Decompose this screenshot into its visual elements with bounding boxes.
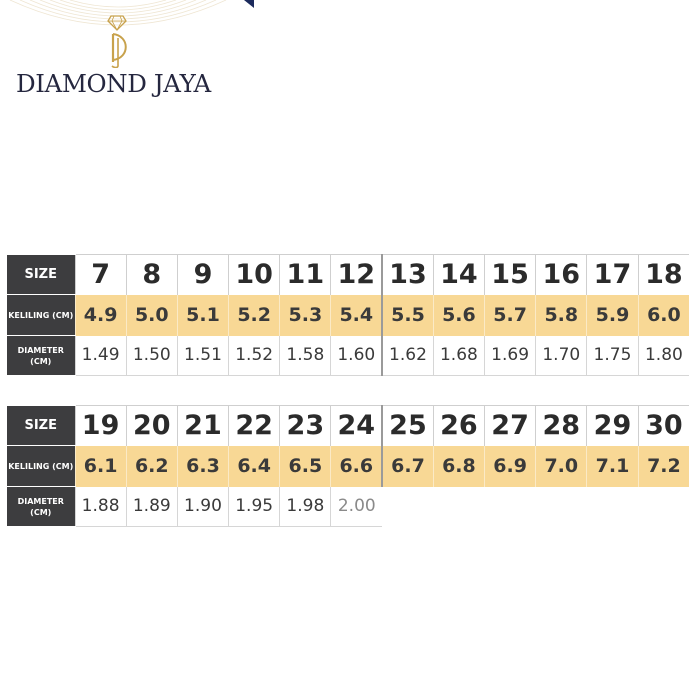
diameter-cell: 1.89 <box>126 487 177 527</box>
size-cell: 19 <box>75 406 126 446</box>
diameter-cell: 1.95 <box>229 487 280 527</box>
keliling-cell: 5.5 <box>382 295 433 336</box>
empty-cell <box>536 487 587 527</box>
diameter-cell: 1.90 <box>177 487 228 527</box>
diameter-cell: 1.68 <box>433 336 484 376</box>
diamond-monogram-icon <box>104 12 130 68</box>
size-cell: 7 <box>75 255 126 295</box>
diameter-cell: 1.52 <box>229 336 280 376</box>
diameter-row <box>7 487 689 527</box>
diameter-cell: 1.69 <box>485 336 536 376</box>
brand-name: DIAMOND JAYA <box>16 69 211 98</box>
empty-cell <box>587 487 638 527</box>
keliling-cell: 5.6 <box>433 295 484 336</box>
diameter-cell: 1.75 <box>587 336 638 376</box>
empty-cell <box>485 487 536 527</box>
ring-size-table-1 <box>7 254 689 376</box>
size-cell: 29 <box>587 406 638 446</box>
corner-accent-shape <box>244 0 254 8</box>
size-row <box>7 255 689 295</box>
keliling-cell: 6.6 <box>331 446 382 487</box>
ring-size-table-2 <box>7 405 689 527</box>
size-cell: 23 <box>280 406 331 446</box>
keliling-cell: 5.4 <box>331 295 382 336</box>
empty-cell <box>382 487 433 527</box>
empty-cell <box>433 487 484 527</box>
size-cell: 10 <box>229 255 280 295</box>
size-cell: 8 <box>126 255 177 295</box>
keliling-cell: 5.7 <box>485 295 536 336</box>
keliling-cell: 6.0 <box>638 295 689 336</box>
size-cell: 18 <box>638 255 689 295</box>
diameter-cell: 1.49 <box>75 336 126 376</box>
size-cell: 14 <box>433 255 484 295</box>
size-cell: 25 <box>382 406 433 446</box>
keliling-row-header: KELILING (CM) <box>7 446 75 487</box>
size-row-header: SIZE <box>7 255 75 295</box>
diameter-cell: 1.80 <box>638 336 689 376</box>
size-cell: 24 <box>331 406 382 446</box>
diameter-cell: 1.70 <box>536 336 587 376</box>
size-cell: 9 <box>177 255 228 295</box>
keliling-cell: 6.2 <box>126 446 177 487</box>
keliling-cell: 5.8 <box>536 295 587 336</box>
diameter-row-header: DIAMETER (CM) <box>7 487 75 527</box>
keliling-cell: 5.9 <box>587 295 638 336</box>
keliling-cell: 7.2 <box>638 446 689 487</box>
size-cell: 15 <box>485 255 536 295</box>
size-cell: 22 <box>229 406 280 446</box>
keliling-cell: 6.4 <box>229 446 280 487</box>
diameter-cell: 1.51 <box>177 336 228 376</box>
size-cell: 26 <box>433 406 484 446</box>
size-cell: 13 <box>382 255 433 295</box>
diameter-cell: 1.60 <box>331 336 382 376</box>
size-cell: 21 <box>177 406 228 446</box>
keliling-row-header: KELILING (CM) <box>7 295 75 336</box>
keliling-cell: 6.1 <box>75 446 126 487</box>
diameter-cell: 1.98 <box>280 487 331 527</box>
size-cell: 12 <box>331 255 382 295</box>
diameter-cell: 1.50 <box>126 336 177 376</box>
keliling-cell: 5.0 <box>126 295 177 336</box>
keliling-cell: 5.1 <box>177 295 228 336</box>
size-cell: 11 <box>280 255 331 295</box>
keliling-cell: 6.3 <box>177 446 228 487</box>
keliling-cell: 7.0 <box>536 446 587 487</box>
diameter-cell: 1.62 <box>382 336 433 376</box>
size-cell: 30 <box>638 406 689 446</box>
keliling-cell: 5.3 <box>280 295 331 336</box>
size-cell: 20 <box>126 406 177 446</box>
keliling-cell: 6.7 <box>382 446 433 487</box>
diameter-row <box>7 336 689 376</box>
size-cell: 16 <box>536 255 587 295</box>
size-row <box>7 406 689 446</box>
keliling-cell: 6.8 <box>433 446 484 487</box>
logo-background-pattern <box>0 0 260 58</box>
keliling-cell: 6.5 <box>280 446 331 487</box>
keliling-row <box>7 446 689 487</box>
diameter-cell: 2.00 <box>331 487 382 527</box>
diameter-cell: 1.58 <box>280 336 331 376</box>
keliling-cell: 6.9 <box>485 446 536 487</box>
size-row-header: SIZE <box>7 406 75 446</box>
diameter-row-header: DIAMETER (CM) <box>7 336 75 376</box>
keliling-row <box>7 295 689 336</box>
keliling-cell: 5.2 <box>229 295 280 336</box>
keliling-cell: 4.9 <box>75 295 126 336</box>
size-cell: 28 <box>536 406 587 446</box>
size-cell: 17 <box>587 255 638 295</box>
keliling-cell: 7.1 <box>587 446 638 487</box>
size-cell: 27 <box>485 406 536 446</box>
diameter-cell: 1.88 <box>75 487 126 527</box>
empty-cell <box>638 487 689 527</box>
